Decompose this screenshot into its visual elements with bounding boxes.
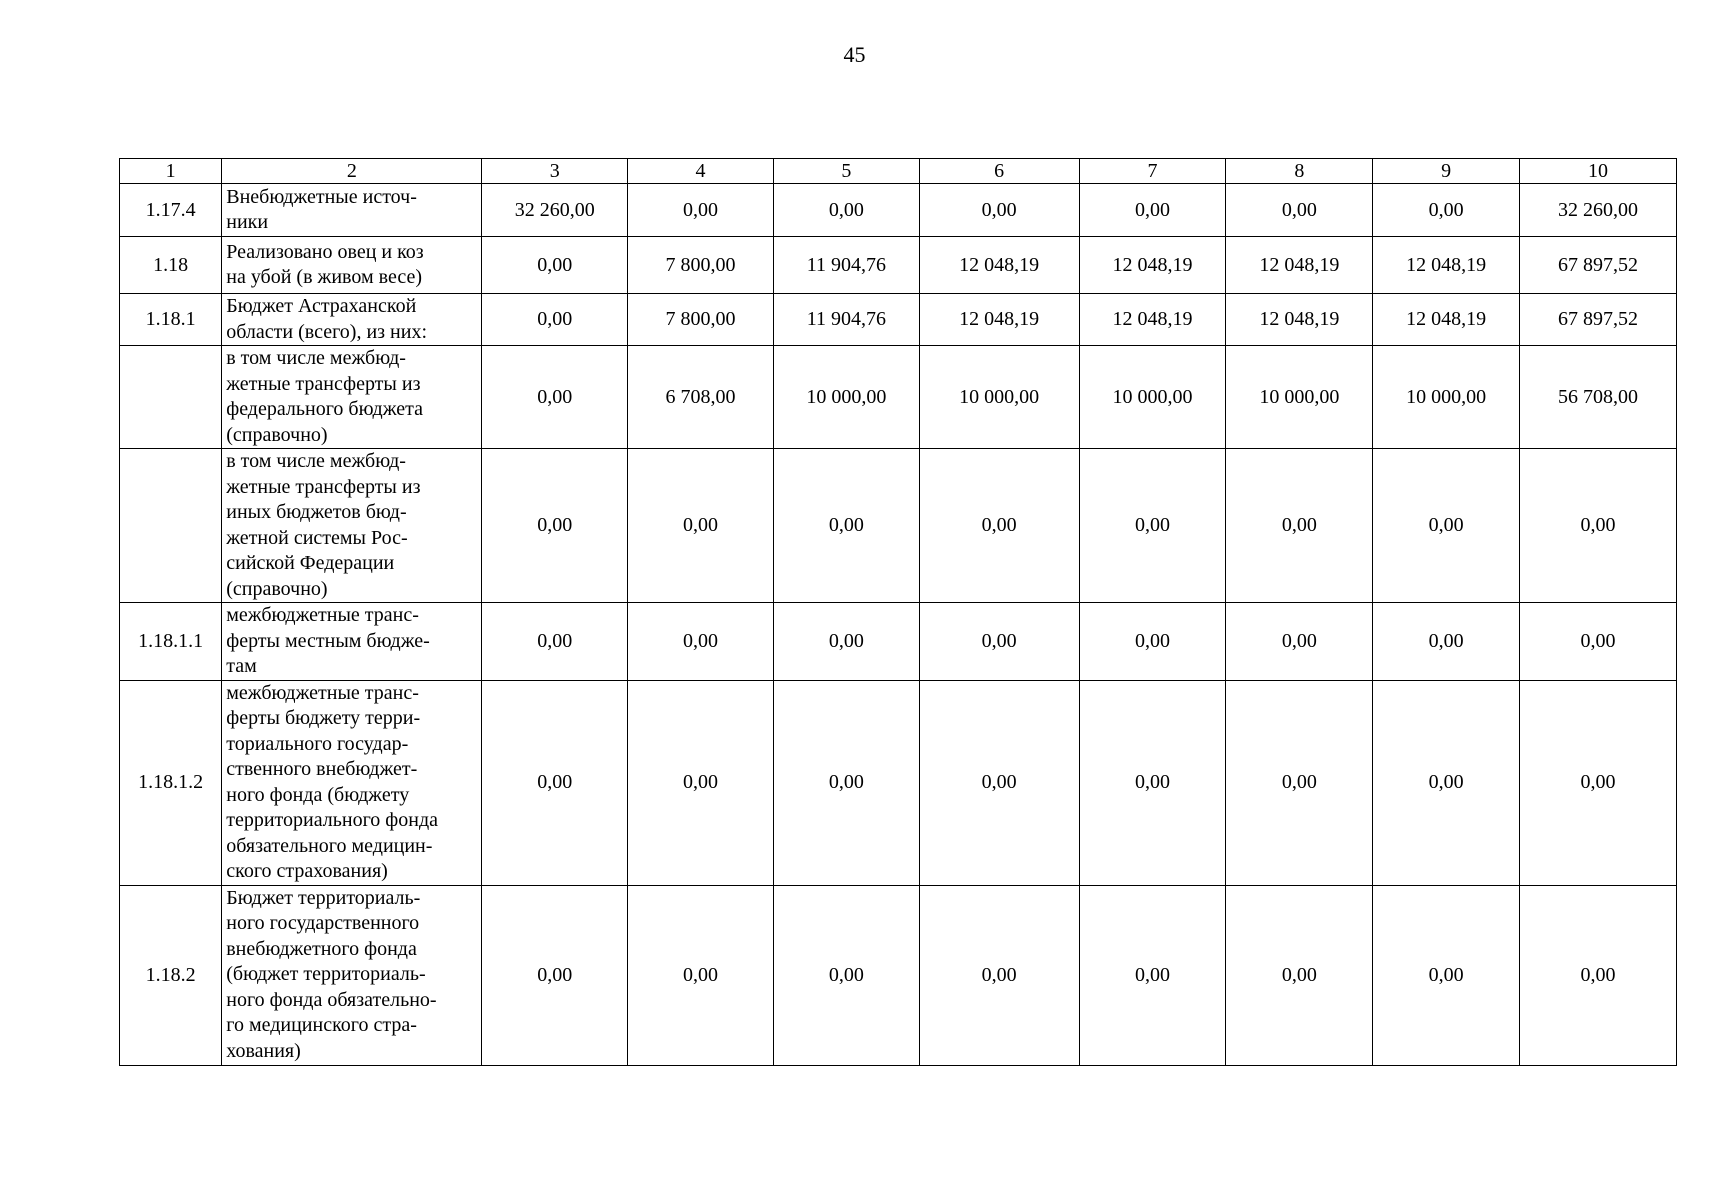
header-cell: 4 — [628, 159, 774, 184]
value-cell: 0,00 — [919, 603, 1079, 681]
value-cell: 12 048,19 — [1079, 294, 1226, 346]
row-code: 1.18 — [120, 237, 222, 294]
header-cell: 1 — [120, 159, 222, 184]
table-row — [120, 449, 1677, 603]
value-cell: 0,00 — [773, 680, 919, 885]
table-row — [120, 346, 1677, 449]
value-cell: 67 897,52 — [1519, 294, 1676, 346]
value-cell: 0,00 — [482, 237, 628, 294]
value-cell: 0,00 — [482, 449, 628, 603]
value-cell: 0,00 — [628, 603, 774, 681]
value-cell: 0,00 — [482, 294, 628, 346]
value-cell: 0,00 — [482, 885, 628, 1065]
value-cell: 67 897,52 — [1519, 237, 1676, 294]
value-cell: 0,00 — [628, 885, 774, 1065]
value-cell: 0,00 — [1226, 885, 1373, 1065]
value-cell: 11 904,76 — [773, 237, 919, 294]
value-cell: 10 000,00 — [1226, 346, 1373, 449]
value-cell: 12 048,19 — [1373, 294, 1520, 346]
value-cell: 56 708,00 — [1519, 346, 1676, 449]
value-cell: 0,00 — [919, 184, 1079, 237]
value-cell: 10 000,00 — [919, 346, 1079, 449]
value-cell: 0,00 — [1079, 449, 1226, 603]
value-cell: 0,00 — [1373, 885, 1520, 1065]
row-code: 1.18.1.2 — [120, 680, 222, 885]
row-description: в том числе межбюд- жетные трансферты из иных бюджетов бюд- жетной системы Рос- сийской Федерации (справочно) — [222, 449, 482, 603]
value-cell: 0,00 — [628, 449, 774, 603]
value-cell: 0,00 — [1226, 680, 1373, 885]
value-cell: 0,00 — [1226, 603, 1373, 681]
header-cell: 3 — [482, 159, 628, 184]
value-cell: 0,00 — [1373, 449, 1520, 603]
header-cell: 10 — [1519, 159, 1676, 184]
value-cell: 0,00 — [1079, 603, 1226, 681]
value-cell: 0,00 — [1373, 184, 1520, 237]
row-code: 1.18.2 — [120, 885, 222, 1065]
value-cell: 0,00 — [1519, 680, 1676, 885]
row-description: Реализовано овец и коз на убой (в живом весе) — [222, 237, 482, 294]
value-cell: 12 048,19 — [919, 237, 1079, 294]
value-cell: 0,00 — [482, 680, 628, 885]
value-cell: 0,00 — [919, 449, 1079, 603]
header-cell: 5 — [773, 159, 919, 184]
value-cell: 0,00 — [1519, 449, 1676, 603]
value-cell: 11 904,76 — [773, 294, 919, 346]
row-description: в том числе межбюд- жетные трансферты из федерального бюджета (справочно) — [222, 346, 482, 449]
value-cell: 12 048,19 — [1079, 237, 1226, 294]
value-cell: 0,00 — [628, 680, 774, 885]
header-row — [120, 159, 1677, 184]
header-cell: 7 — [1079, 159, 1226, 184]
table-row — [120, 237, 1677, 294]
value-cell: 0,00 — [773, 449, 919, 603]
value-cell: 6 708,00 — [628, 346, 774, 449]
value-cell: 0,00 — [482, 603, 628, 681]
row-description: Бюджет Астраханской области (всего), из них: — [222, 294, 482, 346]
value-cell: 0,00 — [1226, 449, 1373, 603]
value-cell: 0,00 — [628, 184, 774, 237]
value-cell: 10 000,00 — [1373, 346, 1520, 449]
value-cell: 0,00 — [1373, 680, 1520, 885]
table-row — [120, 294, 1677, 346]
value-cell: 0,00 — [773, 885, 919, 1065]
value-cell: 10 000,00 — [1079, 346, 1226, 449]
value-cell: 0,00 — [1079, 184, 1226, 237]
row-description: Внебюджетные источ- ники — [222, 184, 482, 237]
row-code: 1.18.1.1 — [120, 603, 222, 681]
row-code: 1.17.4 — [120, 184, 222, 237]
value-cell: 0,00 — [773, 603, 919, 681]
value-cell: 12 048,19 — [1226, 294, 1373, 346]
value-cell: 0,00 — [1226, 184, 1373, 237]
value-cell: 7 800,00 — [628, 237, 774, 294]
value-cell: 0,00 — [1373, 603, 1520, 681]
value-cell: 0,00 — [482, 346, 628, 449]
row-code — [120, 346, 222, 449]
value-cell: 0,00 — [1519, 885, 1676, 1065]
value-cell: 12 048,19 — [1226, 237, 1373, 294]
row-description: Бюджет территориаль- ного государственного внебюджетного фонда (бюджет территориаль- ного фонда обязательно- го медицинского стра- хования) — [222, 885, 482, 1065]
row-code: 1.18.1 — [120, 294, 222, 346]
value-cell: 0,00 — [1079, 885, 1226, 1065]
value-cell: 10 000,00 — [773, 346, 919, 449]
row-description: межбюджетные транс- ферты местным бюдже- там — [222, 603, 482, 681]
value-cell: 32 260,00 — [1519, 184, 1676, 237]
table-row — [120, 680, 1677, 885]
value-cell: 7 800,00 — [628, 294, 774, 346]
header-cell: 8 — [1226, 159, 1373, 184]
value-cell: 0,00 — [1079, 680, 1226, 885]
value-cell: 0,00 — [773, 184, 919, 237]
row-description: межбюджетные транс- ферты бюджету терри- ториального государ- ственного внебюджет- ного фонда (бюджету территориального фонда обязательного медицин- ского страхования) — [222, 680, 482, 885]
row-code — [120, 449, 222, 603]
budget-table — [119, 158, 1677, 1066]
table-row — [120, 885, 1677, 1065]
table-row — [120, 184, 1677, 237]
value-cell: 0,00 — [919, 680, 1079, 885]
value-cell: 0,00 — [1519, 603, 1676, 681]
value-cell: 0,00 — [919, 885, 1079, 1065]
header-cell: 6 — [919, 159, 1079, 184]
header-cell: 2 — [222, 159, 482, 184]
table-row — [120, 603, 1677, 681]
value-cell: 12 048,19 — [919, 294, 1079, 346]
page-number: 45 — [843, 42, 866, 67]
value-cell: 32 260,00 — [482, 184, 628, 237]
header-cell: 9 — [1373, 159, 1520, 184]
value-cell: 12 048,19 — [1373, 237, 1520, 294]
